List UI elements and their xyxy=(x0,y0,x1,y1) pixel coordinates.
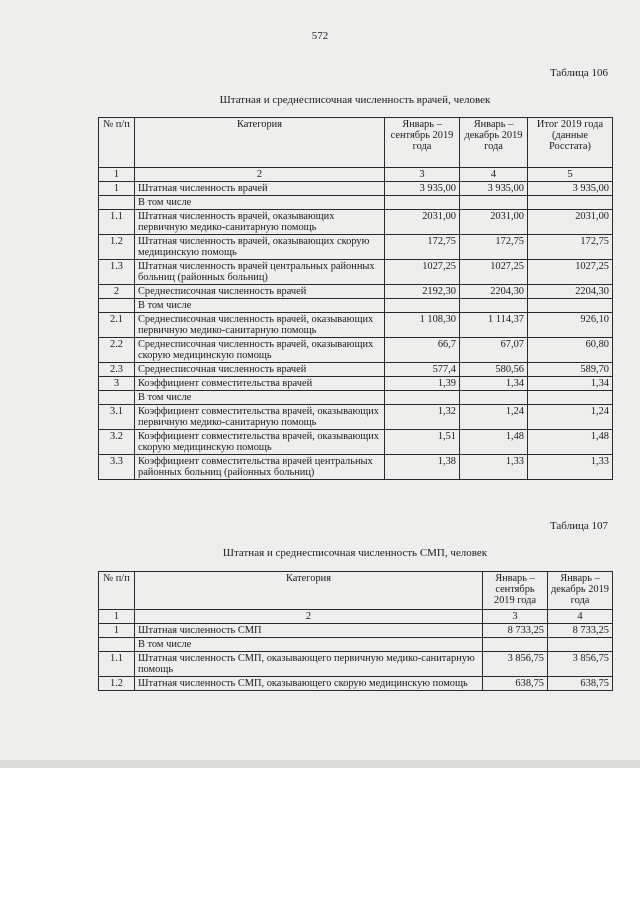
header-category: Категория xyxy=(135,118,385,168)
table-row xyxy=(99,430,613,455)
category-cell: Коэффициент совместительства врачей центральных районных больниц (районных больниц) xyxy=(135,455,385,480)
category-cell: Среднесписочная численность врачей, оказывающих первичную медико-санитарную помощь xyxy=(135,313,385,338)
row-number-cell: 1.3 xyxy=(99,260,135,285)
value-cell: 3 935,00 xyxy=(528,182,613,196)
category-cell: Коэффициент совместительства врачей xyxy=(135,377,385,391)
category-cell: Штатная численность СМП, оказывающего скорую медицинскую помощь xyxy=(135,677,483,691)
row-number-cell: 1 xyxy=(99,182,135,196)
value-cell: 1 108,30 xyxy=(385,313,460,338)
table-106-number: Таблица 106 xyxy=(549,67,608,79)
header-jan-dec: Январь – декабрь 2019 года xyxy=(548,572,613,610)
row-number-cell xyxy=(99,196,135,210)
value-cell: 1,24 xyxy=(528,405,613,430)
category-cell: В том числе xyxy=(135,638,483,652)
category-cell: Штатная численность СМП, оказывающего первичную медико-санитарную помощь xyxy=(135,652,483,677)
value-cell: 2204,30 xyxy=(460,285,528,299)
value-cell: 172,75 xyxy=(460,235,528,260)
value-cell: 1,34 xyxy=(528,377,613,391)
category-cell: Штатная численность СМП xyxy=(135,624,483,638)
value-cell: 580,56 xyxy=(460,363,528,377)
row-number-cell: 1.2 xyxy=(99,235,135,260)
column-index-cell: 3 xyxy=(385,168,460,182)
value-cell: 1,33 xyxy=(460,455,528,480)
value-cell: 2031,00 xyxy=(385,210,460,235)
table-row xyxy=(99,638,613,652)
row-number-cell: 2 xyxy=(99,285,135,299)
table-row xyxy=(99,363,613,377)
column-index-row xyxy=(99,168,613,182)
table-106 xyxy=(98,117,613,480)
column-index-cell: 2 xyxy=(135,168,385,182)
value-cell xyxy=(460,299,528,313)
table-row xyxy=(99,405,613,430)
value-cell: 8 733,25 xyxy=(548,624,613,638)
value-cell: 8 733,25 xyxy=(483,624,548,638)
value-cell xyxy=(385,299,460,313)
table-row xyxy=(99,455,613,480)
row-number-cell: 1 xyxy=(99,624,135,638)
header-category: Категория xyxy=(135,572,483,610)
header-number: № п/п xyxy=(99,572,135,610)
table-row xyxy=(99,391,613,405)
table-row xyxy=(99,377,613,391)
value-cell xyxy=(528,196,613,210)
value-cell: 1027,25 xyxy=(460,260,528,285)
value-cell: 3 935,00 xyxy=(385,182,460,196)
category-cell: Штатная численность врачей xyxy=(135,182,385,196)
table-106-title: Штатная и среднесписочная численность врачей, человек xyxy=(219,94,491,106)
category-cell: В том числе xyxy=(135,391,385,405)
value-cell: 1,38 xyxy=(385,455,460,480)
value-cell: 2031,00 xyxy=(528,210,613,235)
value-cell xyxy=(483,638,548,652)
category-cell: Среднесписочная численность врачей xyxy=(135,285,385,299)
value-cell xyxy=(385,391,460,405)
value-cell: 1,24 xyxy=(460,405,528,430)
column-index-cell: 1 xyxy=(99,610,135,624)
row-number-cell: 1.1 xyxy=(99,652,135,677)
value-cell: 2204,30 xyxy=(528,285,613,299)
row-number-cell: 2.3 xyxy=(99,363,135,377)
column-index-cell: 4 xyxy=(460,168,528,182)
value-cell xyxy=(528,391,613,405)
row-number-cell xyxy=(99,391,135,405)
column-index-cell: 5 xyxy=(528,168,613,182)
value-cell: 1,32 xyxy=(385,405,460,430)
row-number-cell: 1.1 xyxy=(99,210,135,235)
value-cell: 67,07 xyxy=(460,338,528,363)
value-cell: 1 114,37 xyxy=(460,313,528,338)
value-cell xyxy=(528,299,613,313)
column-index-row xyxy=(99,610,613,624)
value-cell: 589,70 xyxy=(528,363,613,377)
category-cell: Среднесписочная численность врачей, оказывающих скорую медицинскую помощь xyxy=(135,338,385,363)
table-row xyxy=(99,196,613,210)
category-cell: Штатная численность врачей центральных районных больниц (районных больниц) xyxy=(135,260,385,285)
value-cell: 1027,25 xyxy=(528,260,613,285)
value-cell: 172,75 xyxy=(528,235,613,260)
page-edge-shadow xyxy=(0,760,640,768)
value-cell: 3 935,00 xyxy=(460,182,528,196)
value-cell: 3 856,75 xyxy=(483,652,548,677)
category-cell: Коэффициент совместительства врачей, оказывающих первичную медико-санитарную помощь xyxy=(135,405,385,430)
table-row xyxy=(99,299,613,313)
value-cell: 638,75 xyxy=(483,677,548,691)
table-row xyxy=(99,652,613,677)
category-cell: В том числе xyxy=(135,196,385,210)
category-cell: Среднесписочная численность врачей xyxy=(135,363,385,377)
value-cell: 638,75 xyxy=(548,677,613,691)
page-number: 572 xyxy=(311,30,329,42)
row-number-cell: 1.2 xyxy=(99,677,135,691)
column-index-cell: 4 xyxy=(548,610,613,624)
row-number-cell: 2.2 xyxy=(99,338,135,363)
table-row xyxy=(99,210,613,235)
table-row xyxy=(99,677,613,691)
table-row xyxy=(99,285,613,299)
table-107-title: Штатная и среднесписочная численность СМП, человек xyxy=(222,547,488,559)
table-row xyxy=(99,313,613,338)
value-cell: 172,75 xyxy=(385,235,460,260)
category-cell: Коэффициент совместительства врачей, оказывающих скорую медицинскую помощь xyxy=(135,430,385,455)
value-cell: 1027,25 xyxy=(385,260,460,285)
category-cell: В том числе xyxy=(135,299,385,313)
table-row xyxy=(99,260,613,285)
category-cell: Штатная численность врачей, оказывающих скорую медицинскую помощь xyxy=(135,235,385,260)
value-cell: 60,80 xyxy=(528,338,613,363)
value-cell: 926,10 xyxy=(528,313,613,338)
row-number-cell xyxy=(99,299,135,313)
header-total-rosstat: Итог 2019 года (данные Росстата) xyxy=(528,118,613,168)
table-header-row xyxy=(99,572,613,610)
value-cell: 66,7 xyxy=(385,338,460,363)
table-body xyxy=(99,182,613,480)
table-row xyxy=(99,624,613,638)
value-cell: 3 856,75 xyxy=(548,652,613,677)
column-index-cell: 3 xyxy=(483,610,548,624)
value-cell xyxy=(460,196,528,210)
table-header-row xyxy=(99,118,613,168)
column-index-row xyxy=(99,610,613,624)
value-cell: 1,34 xyxy=(460,377,528,391)
table-row xyxy=(99,235,613,260)
column-index-cell: 2 xyxy=(135,610,483,624)
value-cell: 1,51 xyxy=(385,430,460,455)
row-number-cell: 3.3 xyxy=(99,455,135,480)
header-number: № п/п xyxy=(99,118,135,168)
value-cell: 1,48 xyxy=(460,430,528,455)
header-jan-dec: Январь – декабрь 2019 года xyxy=(460,118,528,168)
value-cell: 1,39 xyxy=(385,377,460,391)
value-cell: 1,33 xyxy=(528,455,613,480)
value-cell: 577,4 xyxy=(385,363,460,377)
column-index-cell: 1 xyxy=(99,168,135,182)
row-number-cell: 3 xyxy=(99,377,135,391)
category-cell: Штатная численность врачей, оказывающих первичную медико-санитарную помощь xyxy=(135,210,385,235)
row-number-cell: 3.2 xyxy=(99,430,135,455)
header-jan-sep: Январь – сентябрь 2019 года xyxy=(385,118,460,168)
value-cell xyxy=(548,638,613,652)
header-jan-sep: Январь – сентябрь 2019 года xyxy=(483,572,548,610)
table-row xyxy=(99,338,613,363)
row-number-cell xyxy=(99,638,135,652)
value-cell: 2192,30 xyxy=(385,285,460,299)
table-107 xyxy=(98,571,613,691)
value-cell xyxy=(460,391,528,405)
value-cell: 2031,00 xyxy=(460,210,528,235)
table-body xyxy=(99,624,613,691)
value-cell: 1,48 xyxy=(528,430,613,455)
column-index-row xyxy=(99,168,613,182)
row-number-cell: 3.1 xyxy=(99,405,135,430)
table-row xyxy=(99,182,613,196)
row-number-cell: 2.1 xyxy=(99,313,135,338)
value-cell xyxy=(385,196,460,210)
table-107-number: Таблица 107 xyxy=(549,520,608,532)
